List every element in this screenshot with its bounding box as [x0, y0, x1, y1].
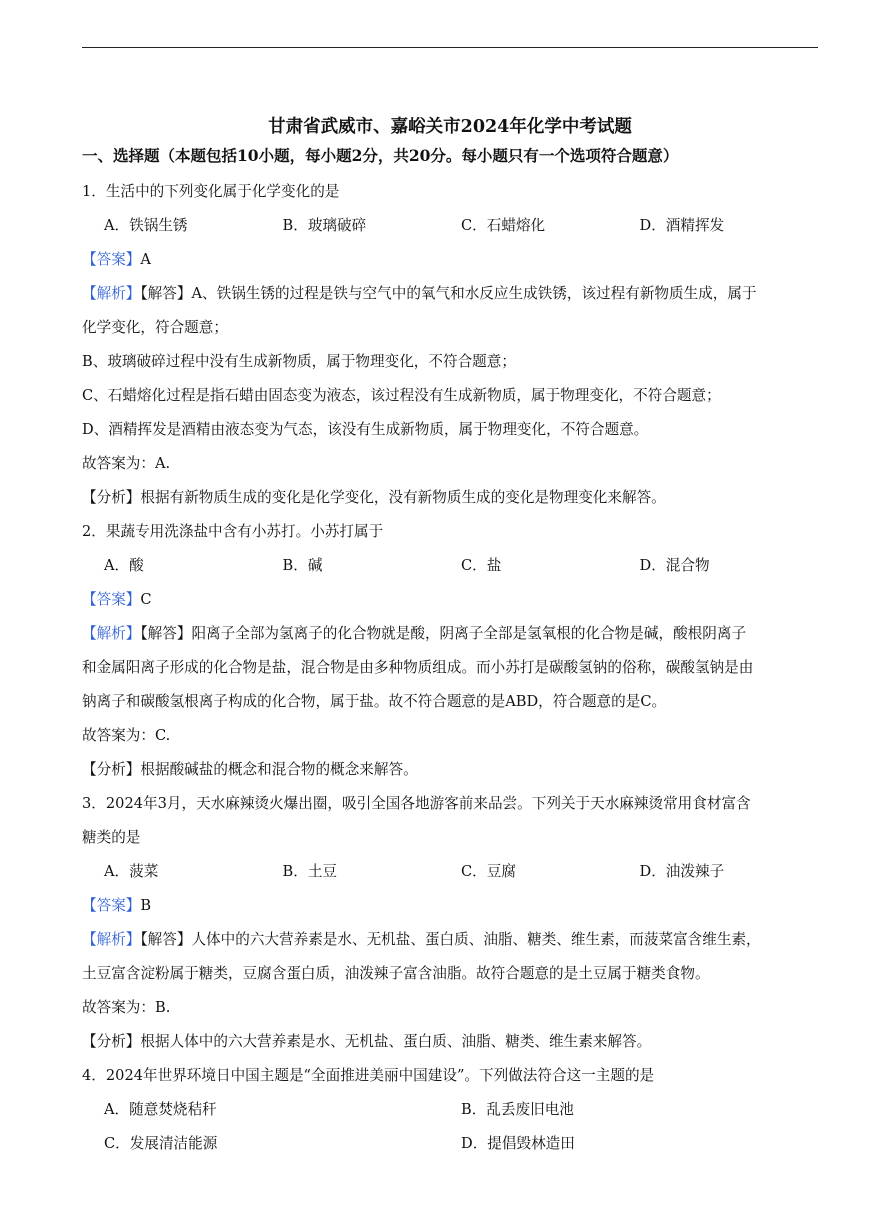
analysis-line — [82, 617, 818, 651]
option-c: C．盐 — [461, 557, 502, 574]
options-row — [82, 1093, 818, 1127]
question-stem: 糖类的是 — [82, 829, 141, 846]
analysis-text: 土豆富含淀粉属于糖类，豆腐含蛋白质，油泼辣子富含油脂。故符合题意的是土豆属于糖类食物。 — [82, 965, 710, 982]
question-2 — [82, 515, 818, 787]
option-d: D．混合物 — [639, 557, 710, 574]
analysis-text: C、石蜡熔化过程是指石蜡由固态变为液态，该过程没有生成新物质，属于物理变化，不符合题意； — [82, 387, 721, 404]
answer-line — [82, 243, 818, 277]
document-body — [82, 112, 818, 1161]
analysis-line — [82, 923, 818, 957]
analysis-text: 和金属阳离子形成的化合物是盐，混合物是由多种物质组成。而小苏打是碳酸氢钠的俗称，碳酸氢钠是由 — [82, 659, 754, 676]
header-rule — [82, 47, 818, 48]
fenxi-line — [82, 1025, 818, 1059]
options-row — [82, 549, 818, 583]
option-b: B．土豆 — [282, 863, 338, 880]
final-answer: 故答案为：B. — [82, 999, 171, 1016]
answer-value: C — [140, 591, 152, 608]
options-row — [82, 855, 818, 889]
fenxi-tag: 【分析】 — [82, 1033, 141, 1050]
option-d: D．提倡毁林造田 — [461, 1135, 575, 1152]
answer-tag: 【答案】 — [82, 591, 141, 608]
question-stem: 4．2024年世界环境日中国主题是“全面推进美丽中国建设”。下列做法符合这一主题的是 — [82, 1067, 655, 1084]
option-a: A．铁锅生锈 — [104, 217, 188, 234]
option-b: B．乱丢废旧电池 — [461, 1101, 574, 1118]
fenxi-tag: 【分析】 — [82, 489, 141, 506]
answer-value: A — [140, 251, 151, 268]
option-a: A．酸 — [104, 557, 144, 574]
analysis-tag: 【解析】 — [82, 931, 141, 948]
analysis-text: 【解答】阳离子全部为氢离子的化合物就是酸，阴离子全部是氢氧根的化合物是碱，酸根阴离子 — [140, 625, 747, 642]
option-b: B．碱 — [282, 557, 323, 574]
option-a: A．随意焚烧秸秆 — [104, 1101, 217, 1118]
fenxi-text: 根据酸碱盐的概念和混合物的概念来解答。 — [140, 761, 418, 778]
answer-value: B — [140, 897, 152, 914]
question-4 — [82, 1059, 818, 1161]
options-row — [82, 209, 818, 243]
question-stem: 2．果蔬专用洗涤盐中含有小苏打。小苏打属于 — [82, 523, 384, 540]
option-a: A．菠菜 — [104, 863, 159, 880]
question-stem: 3．2024年3月，天水麻辣烫火爆出圈，吸引全国各地游客前来品尝。下列关于天水麻辣烫常用食材富含 — [82, 795, 751, 812]
option-d: D．酒精挥发 — [639, 217, 725, 234]
fenxi-text: 根据有新物质生成的变化是化学变化，没有新物质生成的变化是物理变化来解答。 — [140, 489, 666, 506]
final-answer: 故答案为：A. — [82, 455, 171, 472]
analysis-text: 化学变化，符合题意； — [82, 319, 228, 336]
option-c: C．豆腐 — [461, 863, 516, 880]
analysis-text: D、酒精挥发是酒精由液态变为气态，该没有生成新物质，属于物理变化，不符合题意。 — [82, 421, 649, 438]
answer-tag: 【答案】 — [82, 897, 141, 914]
question-stem: 1．生活中的下列变化属于化学变化的是 — [82, 183, 340, 200]
analysis-line — [82, 277, 818, 311]
options-row — [82, 1127, 818, 1161]
fenxi-tag: 【分析】 — [82, 761, 141, 778]
document-title: 甘肃省武威市、嘉峪关市2024年化学中考试题 — [268, 117, 632, 137]
analysis-tag: 【解析】 — [82, 625, 141, 642]
section-heading: 一、选择题（本题包括10小题，每小题2分，共20分。每小题只有一个选项符合题意） — [82, 146, 679, 165]
fenxi-text: 根据人体中的六大营养素是水、无机盐、蛋白质、油脂、糖类、维生素来解答。 — [140, 1033, 652, 1050]
analysis-text: B、玻璃破碎过程中没有生成新物质，属于物理变化，不符合题意； — [82, 353, 516, 370]
analysis-text: 钠离子和碳酸氢根离子构成的化合物，属于盐。故不符合题意的是ABD，符合题意的是C。 — [82, 693, 667, 710]
fenxi-line — [82, 753, 818, 787]
option-c: C．石蜡熔化 — [461, 217, 546, 234]
option-c: C．发展清洁能源 — [104, 1135, 218, 1152]
question-3 — [82, 787, 818, 1059]
answer-line — [82, 583, 818, 617]
answer-tag: 【答案】 — [82, 251, 141, 268]
question-1 — [82, 175, 818, 515]
final-answer: 故答案为：C. — [82, 727, 171, 744]
analysis-tag: 【解析】 — [82, 285, 141, 302]
analysis-text: 【解答】人体中的六大营养素是水、无机盐、蛋白质、油脂、糖类、维生素，而菠菜富含维生素， — [140, 931, 761, 948]
option-d: D．油泼辣子 — [639, 863, 725, 880]
fenxi-line — [82, 481, 818, 515]
analysis-text: 【解答】A、铁锅生锈的过程是铁与空气中的氧气和水反应生成铁锈，该过程有新物质生成，属于 — [140, 285, 757, 302]
answer-line — [82, 889, 818, 923]
option-b: B．玻璃破碎 — [282, 217, 367, 234]
